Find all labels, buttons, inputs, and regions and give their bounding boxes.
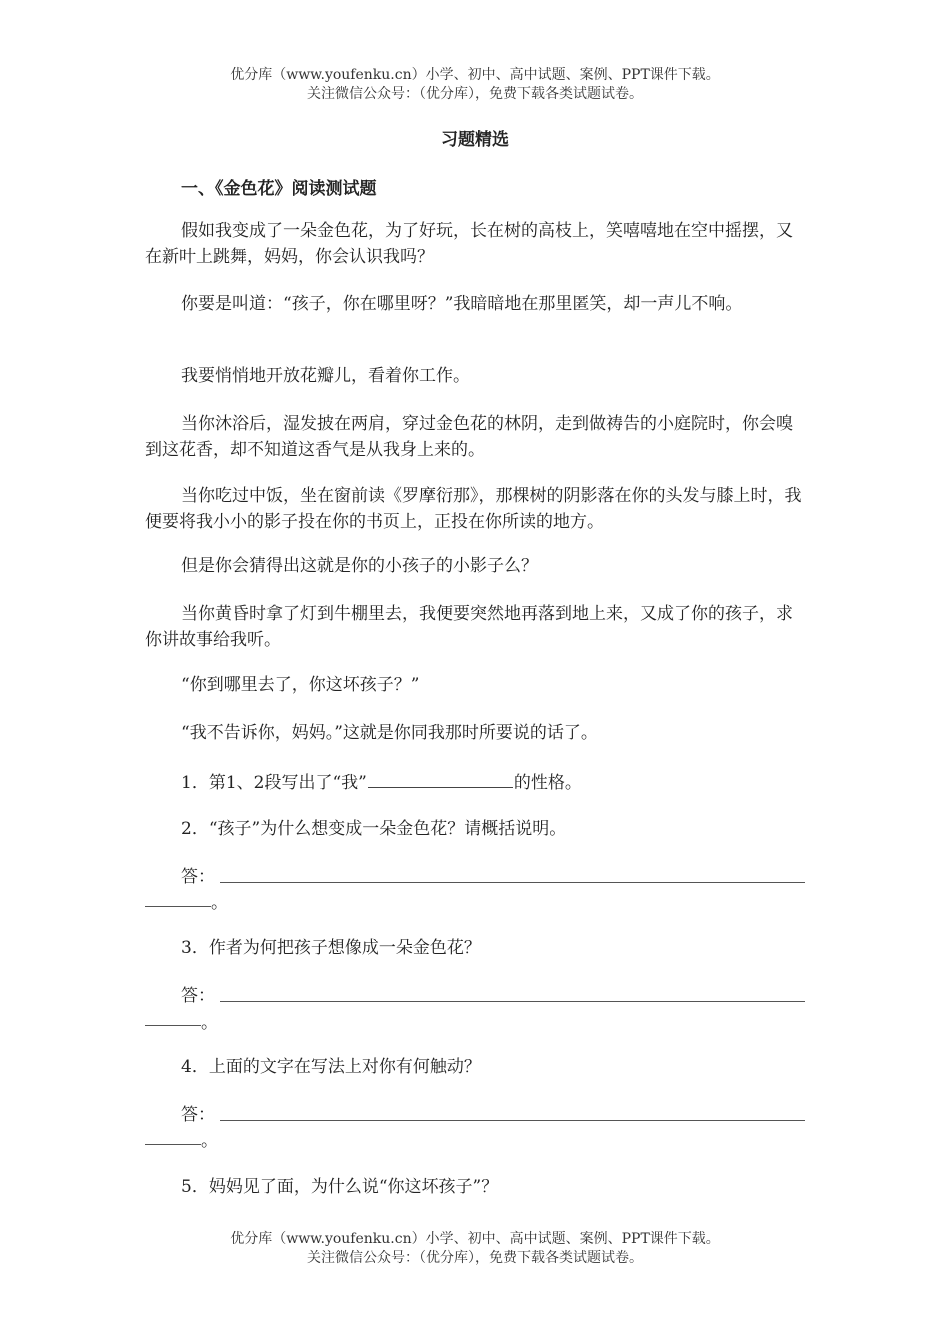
paragraph-4: 当你沐浴后，湿发披在两肩，穿过金色花的林阴，走到做祷告的小庭院时，你会嗅到这花香，却不知道这香气是从我身上来的。: [145, 414, 793, 460]
question-1-text: 1．第1、2段写出了“我”: [181, 773, 367, 793]
footer-line-1: 优分库（www.youfenku.cn）小学、初中、高中试题、案例、PPT课件下载。: [230, 1231, 720, 1247]
page-title: 习题精选: [441, 130, 509, 150]
answer-4-line[interactable]: [220, 1120, 805, 1121]
question-2: 2．“孩子”为什么想变成一朵金色花？请概括说明。: [181, 819, 567, 839]
answer-2-line-cont[interactable]: [145, 906, 211, 907]
paragraph-2: 你要是叫道：“孩子，你在哪里呀？”我暗暗地在那里匿笑，却一声儿不响。: [181, 294, 743, 314]
answer-4-period: 。: [201, 1131, 218, 1151]
question-4: 4．上面的文字在写法上对你有何触动？: [181, 1057, 481, 1077]
paragraph-8: “你到哪里去了，你这坏孩子？”: [181, 675, 420, 695]
paragraph-6: 但是你会猜得出这就是你的小孩子的小影子么？: [181, 556, 538, 576]
paragraph-9: “我不告诉你，妈妈。”这就是你同我那时所要说的话了。: [181, 723, 598, 743]
answer-4-label: 答：: [181, 1105, 215, 1125]
page-header: [0, 66, 950, 104]
answer-2-line[interactable]: [220, 882, 805, 883]
paragraph-3: 我要悄悄地开放花瓣儿，看着你工作。: [181, 366, 470, 386]
answer-3-label: 答：: [181, 986, 215, 1006]
answer-3-line[interactable]: [220, 1001, 805, 1002]
paragraph-1: 假如我变成了一朵金色花，为了好玩，长在树的高枝上，笑嘻嘻地在空中摇摆，又在新叶上跳舞，妈妈，你会认识我吗？: [145, 221, 793, 267]
answer-2-period: 。: [211, 893, 228, 913]
answer-3-period: 。: [201, 1013, 218, 1033]
answer-4-line-cont[interactable]: [145, 1144, 201, 1145]
question-1-suffix: 的性格。: [513, 773, 582, 793]
question-1-blank[interactable]: [368, 769, 513, 788]
paragraph-5: 当你吃过中饭，坐在窗前读《罗摩衍那》，那棵树的阴影落在你的头发与膝上时，我便要将我小小的影子投在你的书页上，正投在你所读的地方。: [145, 486, 802, 532]
question-1: [181, 769, 582, 796]
footer-line-2: 关注微信公众号：（优分库），免费下载各类试题试卷。: [307, 1250, 643, 1266]
question-5: 5．妈妈见了面，为什么说“你这坏孩子”？: [181, 1177, 499, 1197]
answer-2-label: 答：: [181, 867, 215, 887]
header-line-1: 优分库（www.youfenku.cn）小学、初中、高中试题、案例、PPT课件下载。: [230, 67, 720, 83]
page-footer: [0, 1230, 950, 1268]
paragraph-7: 当你黄昏时拿了灯到牛棚里去，我便要突然地再落到地上来，又成了你的孩子，求你讲故事给我听。: [145, 604, 793, 650]
answer-3-line-cont[interactable]: [145, 1025, 201, 1026]
header-line-2: 关注微信公众号：（优分库），免费下载各类试题试卷。: [307, 86, 643, 102]
question-3: 3．作者为何把孩子想像成一朵金色花？: [181, 938, 481, 958]
section-heading: 一、《金色花》阅读测试题: [181, 179, 377, 199]
